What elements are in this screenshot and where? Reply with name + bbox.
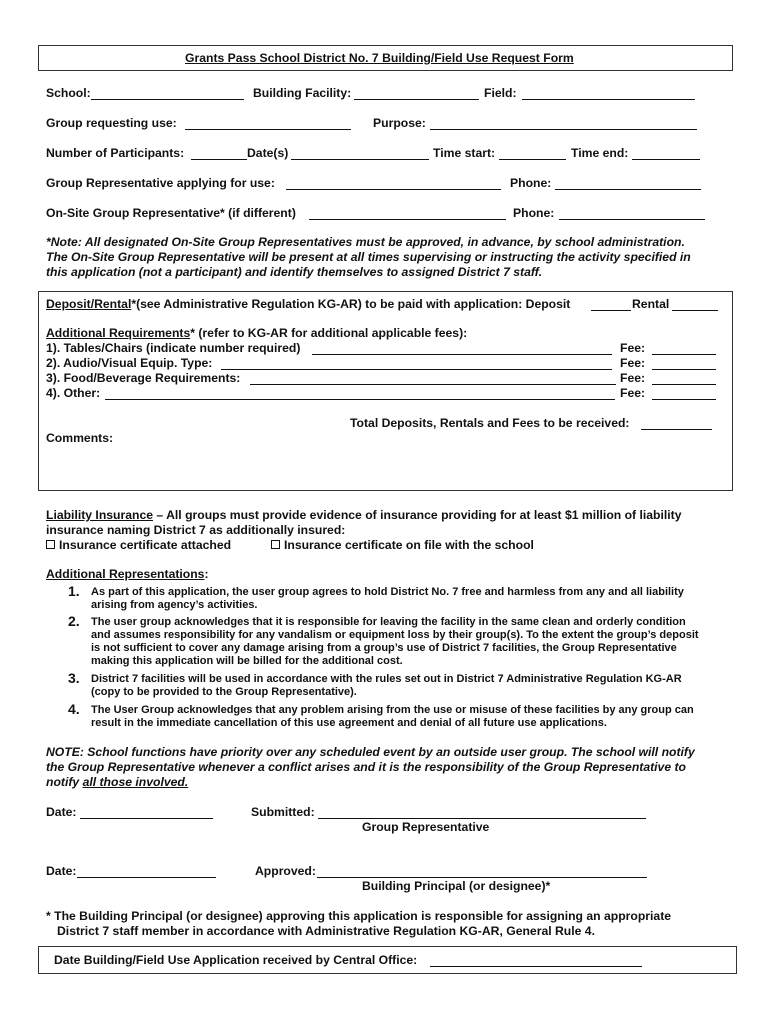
req-item-1-fee-label: Fee: (620, 341, 646, 355)
req-item-3: 3). Food/Beverage Requirements: (46, 371, 241, 385)
central-office-date-field[interactable] (430, 966, 642, 967)
dates-field[interactable] (291, 159, 429, 160)
priority-note-line1: NOTE: School functions have priority over any scheduled event by an outside user group. The school will notify (46, 745, 695, 759)
num-participants-label: Number of Participants: (46, 146, 185, 160)
priority-note-line3 (46, 775, 188, 789)
time-start-field[interactable] (499, 159, 566, 160)
dates-label: Date(s) (247, 146, 289, 160)
rental-amount-field[interactable] (672, 310, 718, 311)
req-item-2-fee-field[interactable] (652, 369, 716, 370)
insurance-attached-checkbox[interactable] (46, 540, 55, 549)
date1-label: Date: (46, 805, 77, 819)
req-item-4-fee-field[interactable] (652, 399, 716, 400)
req-item-2-field[interactable] (221, 369, 612, 370)
purpose-field[interactable] (430, 129, 697, 130)
rep-2-line3: is not sufficient to cover any damage arising from a group’s use of District 7 facilities, the Group Representative (91, 642, 677, 654)
group-rep-field[interactable] (286, 189, 501, 190)
liability-line2: insurance naming District 7 as additionally insured: (46, 523, 346, 537)
time-end-field[interactable] (632, 159, 700, 160)
insurance-on-file-checkbox[interactable] (271, 540, 280, 549)
req-item-3-field[interactable] (250, 384, 616, 385)
phone1-label: Phone: (510, 176, 552, 190)
rep-4-line2: result in the immediate cancellation of this use agreement and denial of all future use applications. (91, 717, 607, 729)
additional-req-label: Additional Requirements (46, 326, 191, 340)
onsite-note-line1: *Note: All designated On-Site Group Representatives must be approved, in advance, by school administration. (46, 235, 685, 249)
insurance-attached-option[interactable] (46, 538, 231, 552)
form-title: Grants Pass School District No. 7 Building/Field Use Request Form (185, 51, 574, 65)
phone2-field[interactable] (559, 219, 705, 220)
representations-heading: Additional Representations: (46, 567, 209, 581)
liability-text1: – All groups must provide evidence of insurance providing for at least $1 million of liability (153, 508, 682, 522)
submitted-signature-field[interactable] (318, 818, 646, 819)
req-item-4: 4). Other: (46, 386, 101, 400)
group-requesting-field[interactable] (185, 129, 351, 130)
rep-2-num: 2. (68, 613, 80, 629)
submitted-label: Submitted: (251, 805, 315, 819)
principal-caption: Building Principal (or designee)* (362, 879, 551, 893)
footnote-line1: * The Building Principal (or designee) approving this application is responsible for assigning an appropriate (46, 909, 672, 923)
total-field[interactable] (641, 429, 712, 430)
date1-field[interactable] (80, 818, 213, 819)
central-office-label: Date Building/Field Use Application received by Central Office: (54, 953, 418, 967)
school-field[interactable] (91, 99, 244, 100)
rep-3-line1: District 7 facilities will be used in accordance with the rules set out in District 7 Administrative Regulation KG-AR (91, 673, 682, 685)
group-requesting-label: Group requesting use: (46, 116, 177, 130)
rental-label: Rental (632, 297, 670, 311)
req-item-1-field[interactable] (312, 354, 612, 355)
req-item-3-fee-field[interactable] (652, 384, 716, 385)
rep-1-line1: As part of this application, the user group agrees to hold District No. 7 free and harmless from any and all liability (91, 586, 684, 598)
onsite-note-line3: this application (not a participant) and identify themselves to assigned District 7 staff. (46, 265, 543, 279)
building-facility-field[interactable] (354, 99, 479, 100)
purpose-label: Purpose: (373, 116, 426, 130)
req-item-4-field[interactable] (105, 399, 615, 400)
rep-1-line2: arising from agency’s activities. (91, 599, 258, 611)
deposit-amount-field[interactable] (591, 310, 631, 311)
liability-line1 (46, 508, 681, 522)
phone2-label: Phone: (513, 206, 555, 220)
date2-label: Date: (46, 864, 77, 878)
req-item-3-fee-label: Fee: (620, 371, 646, 385)
field-label: Field: (484, 86, 517, 100)
rep-1-num: 1. (68, 583, 80, 599)
field-field[interactable] (522, 99, 695, 100)
insurance-on-file-option[interactable] (271, 538, 534, 552)
rep-2-line1: The user group acknowledges that it is responsible for leaving the facility in the same clean and orderly condition (91, 616, 686, 628)
insurance-attached-label: Insurance certificate attached (59, 538, 232, 552)
req-item-4-fee-label: Fee: (620, 386, 646, 400)
rep-3-line2: (copy to be provided to the Group Representative). (91, 686, 357, 698)
rep-3-num: 3. (68, 670, 80, 686)
onsite-rep-field[interactable] (309, 219, 506, 220)
additional-req-line (46, 326, 467, 340)
rep-2-line4: making this application will be billed for the additional cost. (91, 655, 403, 667)
req-item-2-fee-label: Fee: (620, 356, 646, 370)
num-participants-field[interactable] (191, 159, 247, 160)
insurance-on-file-label: Insurance certificate on file with the school (284, 538, 534, 552)
onsite-rep-label: On-Site Group Representative* (if different) (46, 206, 296, 220)
group-rep-label: Group Representative applying for use: (46, 176, 275, 190)
representations-heading-text: Additional Representations (46, 567, 205, 581)
building-facility-label: Building Facility: (253, 86, 352, 100)
deposit-label: Deposit/Rental (46, 297, 132, 311)
priority-note-line2: the Group Representative whenever a conflict arises and it is the responsibility of the Group Representative to (46, 760, 686, 774)
rep-4-num: 4. (68, 701, 80, 717)
onsite-note-line2: The On-Site Group Representative will be present at all times supervising or instructing the activity specified in (46, 250, 691, 264)
date2-field[interactable] (77, 877, 216, 878)
liability-label: Liability Insurance (46, 508, 154, 522)
additional-req-text: * (refer to KG-AR for additional applicable fees): (190, 326, 468, 340)
req-item-1-fee-field[interactable] (652, 354, 716, 355)
req-item-2: 2). Audio/Visual Equip. Type: (46, 356, 213, 370)
total-label: Total Deposits, Rentals and Fees to be received: (350, 416, 630, 430)
rep-4-line1: The User Group acknowledges that any problem arising from the use or misuse of these facilities by any group can (91, 704, 694, 716)
req-item-1: 1). Tables/Chairs (indicate number required) (46, 341, 301, 355)
time-end-label: Time end: (571, 146, 629, 160)
approved-label: Approved: (255, 864, 316, 878)
school-label: School: (46, 86, 91, 100)
group-rep-caption: Group Representative (362, 820, 490, 834)
priority-note-prefix: notify (46, 775, 83, 789)
comments-label: Comments: (46, 431, 114, 445)
phone1-field[interactable] (555, 189, 701, 190)
deposit-line (46, 297, 570, 311)
footnote-line2: District 7 staff member in accordance with Administrative Regulation KG-AR, General Rule 4. (57, 924, 595, 938)
deposit-text: *(see Administrative Regulation KG-AR) to be paid with application: Deposit (131, 297, 571, 311)
time-start-label: Time start: (433, 146, 496, 160)
priority-note-underlined: all those involved. (82, 775, 189, 789)
approved-signature-field[interactable] (317, 877, 647, 878)
rep-2-line2: and assumes responsibility for any vandalism or equipment loss by their group(s). To the extent the group’s deposit (91, 629, 699, 641)
